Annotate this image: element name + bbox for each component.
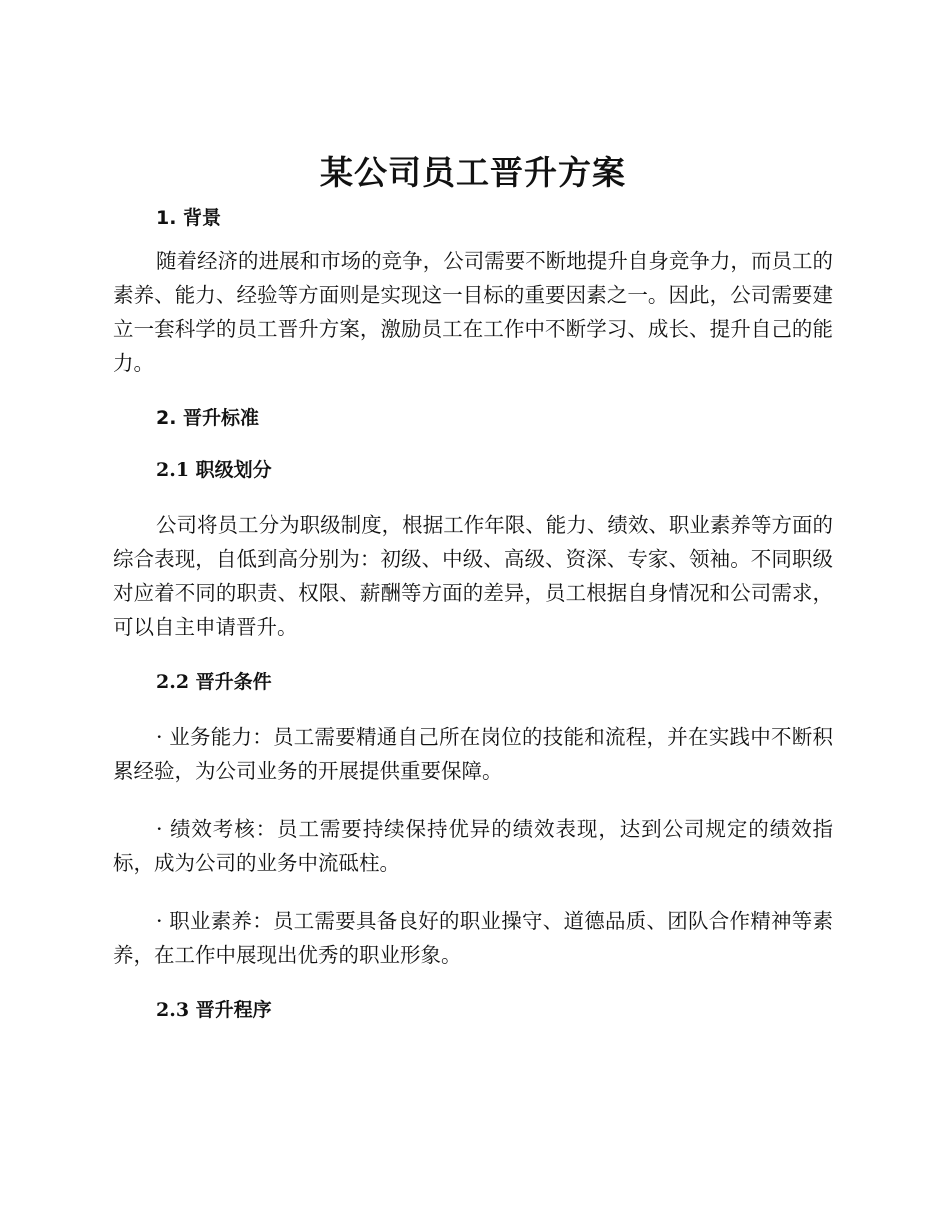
section-heading-promotion-standards: 2. 晋升标准 [156,407,260,429]
section-heading-background: 1. 背景 [156,207,222,229]
spacer [113,788,833,812]
paragraph-background: 随着经济的进展和市场的竞争，公司需要不断地提升自身竞争力，而员工的素养、能力、经验等方面则是实现这一目标的重要因素之一。因此，公司需要建立一套科学的员工晋升方案，激励员工在工作中不断学习、成长、提升自己的能力。 [113,249,833,375]
list-item-business-ability: · 业务能力：员工需要精通自己所在岗位的技能和流程，并在实践中不断积累经验，为公司业务的开展提供重要保障。 [113,725,833,783]
spacer [113,972,833,996]
subheading-promotion-conditions: 2.2 晋升条件 [156,671,272,693]
document-page [113,150,833,1024]
spacer [113,432,833,456]
spacer [113,380,833,404]
spacer [113,644,833,668]
spacer [113,696,833,720]
spacer [113,232,833,244]
list-item-professional-quality: · 职业素养：员工需要具备良好的职业操守、道德品质、团队合作精神等素养，在工作中展现出优秀的职业形象。 [113,909,833,967]
document-title: 某公司员工晋升方案 [320,153,626,192]
list-item-performance-review: · 绩效考核：员工需要持续保持优异的绩效表现，达到公司规定的绩效指标，成为公司的业务中流砥柱。 [113,817,833,875]
subheading-promotion-procedure: 2.3 晋升程序 [156,999,272,1021]
paragraph-grade-division: 公司将员工分为职级制度，根据工作年限、能力、绩效、职业素养等方面的综合表现，自低到高分别为：初级、中级、高级、资深、专家、领袖。不同职级对应着不同的职责、权限、薪酬等方面的差异，员工根据自身情况和公司需求，可以自主申请晋升。 [113,513,833,639]
spacer [113,880,833,904]
subheading-grade-division: 2.1 职级划分 [156,459,272,481]
spacer [113,484,833,508]
